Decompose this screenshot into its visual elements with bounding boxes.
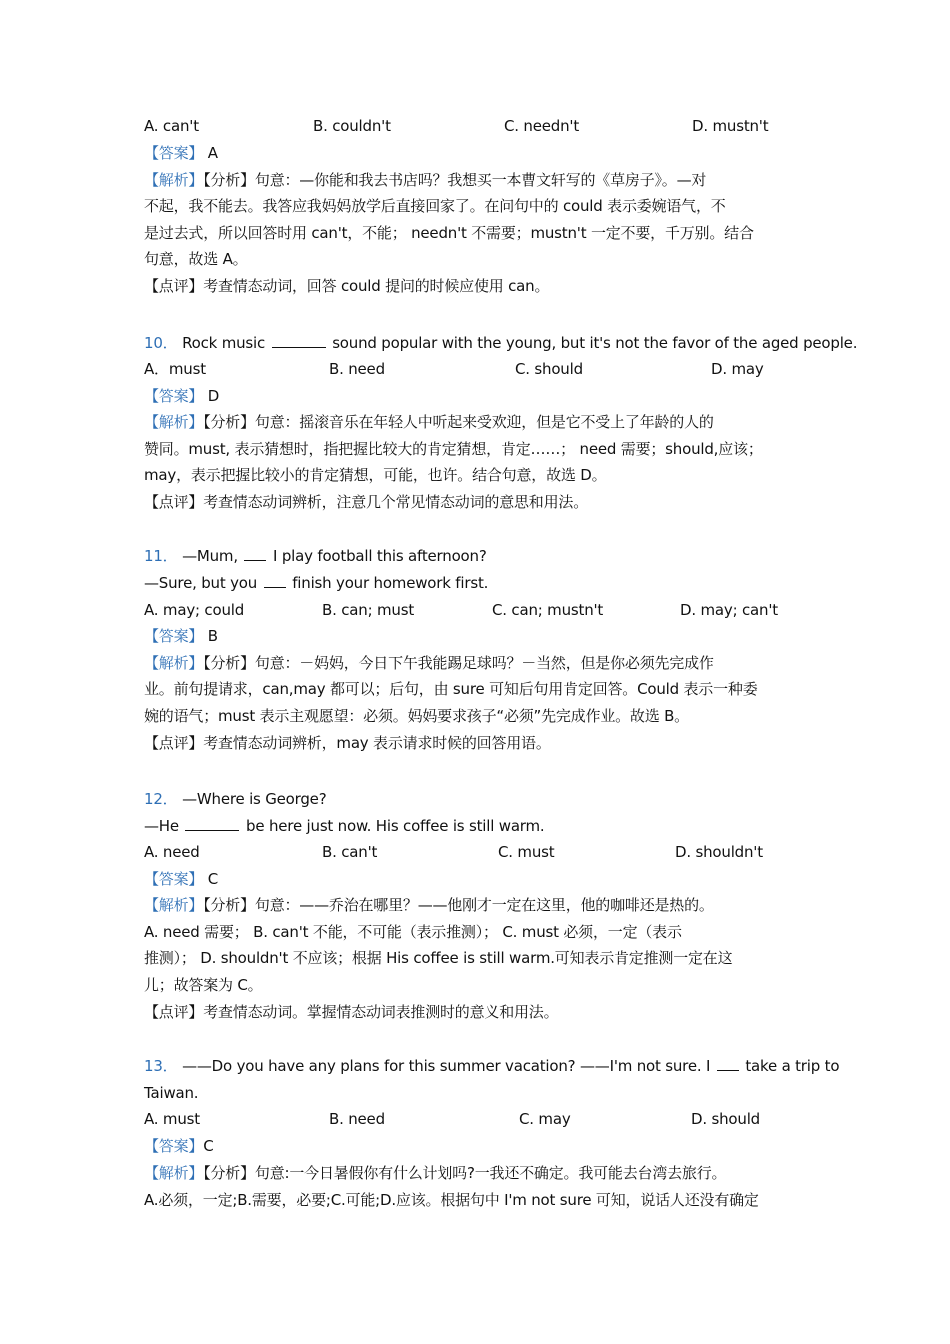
- q9-analysis-line-1: [144, 170, 814, 190]
- q11-analysis-line-1: [144, 653, 814, 673]
- q13-options: [144, 1109, 814, 1129]
- question-number: 13．: [144, 1057, 178, 1075]
- answer-tag: 【答案】: [144, 1137, 204, 1155]
- q10-analysis-line-3: may，表示把握比较小的肯定猜想，可能，也许。结合句意，故选 D。: [144, 466, 607, 484]
- question-number: 12．: [144, 790, 178, 808]
- q9-comment: 【点评】考查情态动词，回答 could 提问的时候应使用 can。: [144, 277, 550, 295]
- stem-text: Rock music: [182, 334, 270, 352]
- q11-comment: 【点评】考查情态动词辨析，may 表示请求时候的回答用语。: [144, 734, 551, 752]
- q10-option-b: B. need: [329, 360, 385, 378]
- analysis-tag: 【解析】: [144, 654, 204, 672]
- answer-value: A: [203, 144, 218, 162]
- q9-option-c: C. needn't: [504, 117, 580, 135]
- answer-tag: 【答案】: [144, 627, 204, 645]
- answer-value: C: [203, 870, 219, 888]
- q12-option-a: A. need: [144, 843, 200, 861]
- q10-answer: [144, 386, 814, 406]
- q13-answer: [144, 1136, 814, 1156]
- q10-comment: 【点评】考查情态动词辨析，注意几个常见情态动词的意思和用法。: [144, 493, 589, 511]
- q10-option-d: D. may: [711, 360, 764, 378]
- q10-option-c: C. should: [515, 360, 583, 378]
- q11-options: [144, 600, 814, 620]
- q9-analysis-line-4: 句意，故选 A。: [144, 250, 248, 268]
- analysis-tag: 【解析】: [144, 896, 204, 914]
- q12-stem-2: [144, 816, 814, 836]
- q12-comment: 【点评】考查情态动词。掌握情态动词表推测时的意义和用法。: [144, 1003, 559, 1021]
- q9-option-a: A. can't: [144, 117, 199, 135]
- q11-stem-2: [144, 573, 814, 593]
- analysis-text: 【分析】句意：－妈妈，今日下午我能踢足球吗？－当然，但是你必须先完成作: [203, 654, 714, 672]
- question-number: 11．: [144, 547, 178, 565]
- stem-text: be here just now. His coffee is still warm.: [241, 817, 545, 835]
- answer-blank: [264, 573, 286, 588]
- q12-analysis-line-4: 儿；故答案为 C。: [144, 976, 263, 994]
- q11-option-a: A. may; could: [144, 601, 245, 619]
- q12-option-b: B. can't: [322, 843, 378, 861]
- analysis-text: 【分析】句意：—你能和我去书店吗？我想买一本曹文轩写的《草房子》。—对: [203, 171, 707, 189]
- answer-value: C: [203, 1137, 214, 1155]
- stem-text: —Where is George?: [182, 790, 327, 808]
- q12-analysis-line-2: A. need 需要； B. can't 不能，不可能（表示推测）； C. must 必须，一定（表示: [144, 923, 682, 941]
- q10-options: [144, 359, 814, 379]
- q12-analysis-line-1: [144, 895, 814, 915]
- q13-analysis-line-2: A.必须，一定;B.需要，必要;C.可能;D.应该。根据句中 I'm not sure 可知，说话人还没有确定: [144, 1191, 759, 1209]
- q12-analysis-line-3: 推测）； D. shouldn't 不应该；根据 His coffee is still warm.可知表示肯定推测一定在这: [144, 949, 733, 967]
- analysis-text: 【分析】句意：摇滚音乐在年轻人中听起来受欢迎，但是它不受上了年龄的人的: [203, 413, 714, 431]
- q9-option-b: B. couldn't: [313, 117, 391, 135]
- q12-options: [144, 842, 814, 862]
- q12-option-d: D. shouldn't: [675, 843, 763, 861]
- stem-text: —Sure, but you: [144, 574, 262, 592]
- stem-text: ——Do you have any plans for this summer vacation? ——I'm not sure. I: [182, 1057, 715, 1075]
- answer-tag: 【答案】: [144, 144, 204, 162]
- analysis-text: 【分析】句意：——乔治在哪里？——他刚才一定在这里，他的咖啡还是热的。: [203, 896, 714, 914]
- q10-stem: [144, 333, 858, 353]
- analysis-tag: 【解析】: [144, 1164, 204, 1182]
- q10-option-a: A．must: [144, 360, 206, 378]
- answer-blank: [244, 546, 266, 561]
- answer-tag: 【答案】: [144, 387, 204, 405]
- stem-text: I play football this afternoon?: [268, 547, 487, 565]
- stem-text: finish your homework first.: [287, 574, 489, 592]
- answer-value: D: [203, 387, 220, 405]
- analysis-tag: 【解析】: [144, 171, 204, 189]
- q13-option-b: B. need: [329, 1110, 385, 1128]
- answer-value: B: [203, 627, 218, 645]
- answer-blank: [717, 1056, 739, 1071]
- stem-text: —He: [144, 817, 184, 835]
- q13-stem-1: [144, 1056, 840, 1076]
- stem-text: take a trip to: [740, 1057, 840, 1075]
- q11-analysis-line-2: 业。前句提请求，can,may 都可以；后句，由 sure 可知后句用肯定回答。Could 表示一种委: [144, 680, 758, 698]
- analysis-text: 【分析】句意:一今日暑假你有什么计划吗?一我还不确定。我可能去台湾去旅行。: [203, 1164, 727, 1182]
- q11-answer: [144, 626, 814, 646]
- q9-analysis-line-2: 不起，我不能去。我答应我妈妈放学后直接回家了。在问句中的 could 表示委婉语气，不: [144, 197, 726, 215]
- q11-option-c: C. can; mustn't: [492, 601, 604, 619]
- q9-answer: [144, 143, 814, 163]
- stem-text: sound popular with the young, but it's not the favor of the aged people.: [327, 334, 858, 352]
- q11-stem-1: [144, 546, 814, 566]
- q13-analysis-line-1: [144, 1163, 814, 1183]
- q10-analysis-line-2: 赞同。must, 表示猜想时，指把握比较大的肯定猜想，肯定……； need 需要；should,应该；: [144, 440, 763, 458]
- q11-option-d: D. may; can't: [680, 601, 778, 619]
- question-number: 10．: [144, 334, 178, 352]
- stem-text: —Mum,: [182, 547, 243, 565]
- q9-option-d: D. mustn't: [692, 117, 769, 135]
- q12-answer: [144, 869, 814, 889]
- q13-option-d: D. should: [691, 1110, 760, 1128]
- q12-option-c: C. must: [498, 843, 555, 861]
- q9-analysis-line-3: 是过去式，所以回答时用 can't，不能； needn't 不需要；mustn't 一定不要，千万别。结合: [144, 224, 754, 242]
- q9-options: [144, 116, 814, 136]
- answer-blank: [272, 333, 326, 348]
- q13-option-a: A. must: [144, 1110, 200, 1128]
- answer-blank: [185, 816, 239, 831]
- q10-analysis-line-1: [144, 412, 814, 432]
- q11-analysis-line-3: 婉的语气；must 表示主观愿望：必须。妈妈要求孩子“必须”先完成作业。故选 B。: [144, 707, 689, 725]
- q13-stem-2: Taiwan.: [144, 1084, 199, 1102]
- analysis-tag: 【解析】: [144, 413, 204, 431]
- q13-option-c: C. may: [519, 1110, 571, 1128]
- q11-option-b: B. can; must: [322, 601, 415, 619]
- q12-stem-1: [144, 789, 814, 809]
- answer-tag: 【答案】: [144, 870, 204, 888]
